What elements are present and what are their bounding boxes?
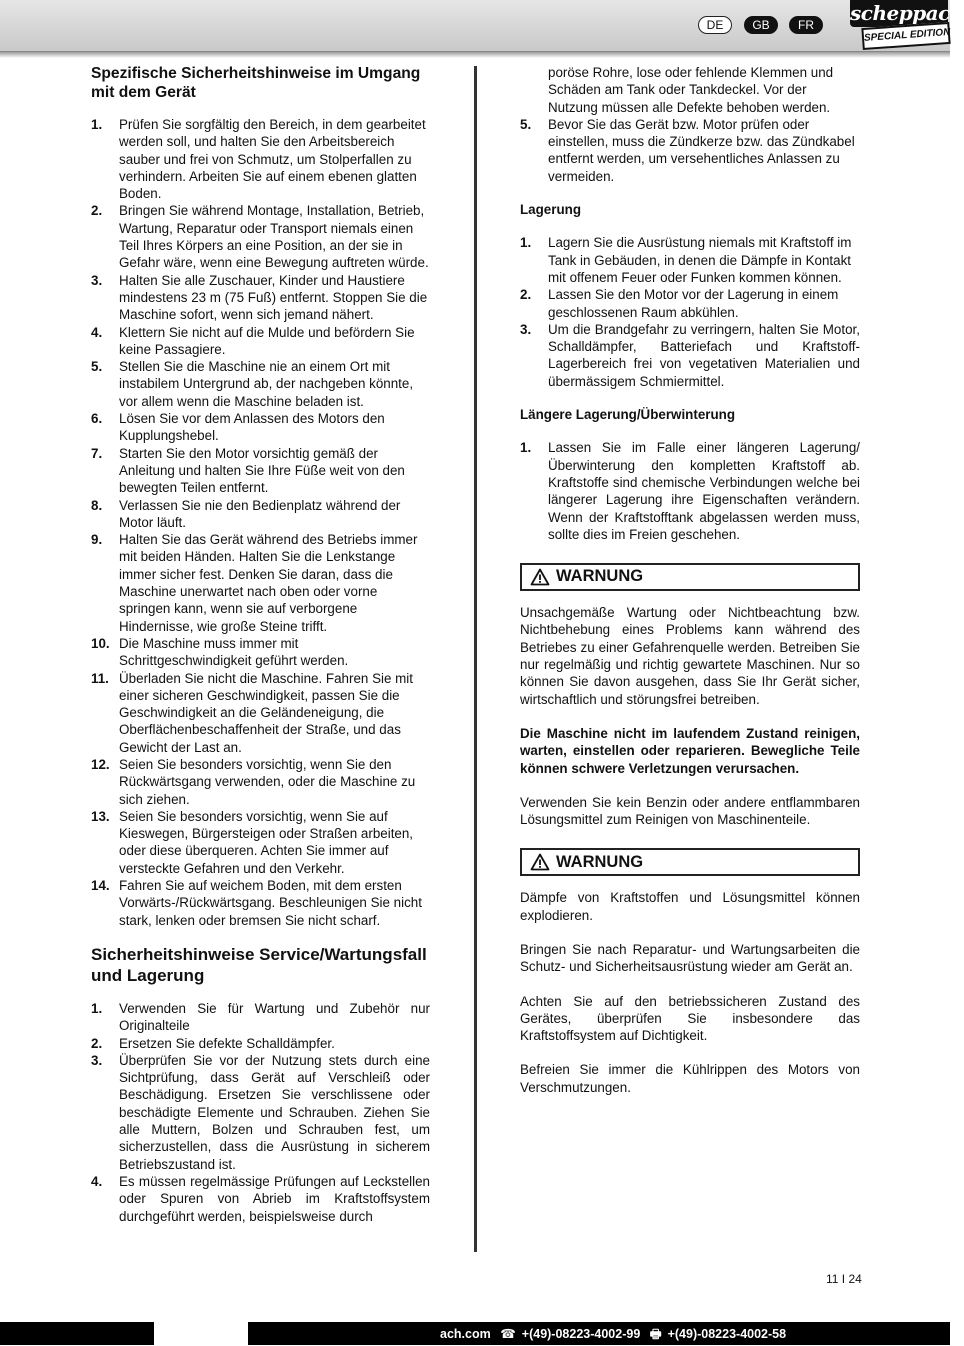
warning-bold-text: Die Maschine nicht im laufendem Zustand reinigen, warten, einstellen oder reparieren. Bewegliche Teile können schwere Verletzungen verursachen. (520, 725, 860, 776)
service-safety-list (91, 1000, 430, 1225)
service-safety-list-continued (520, 116, 860, 185)
warning-label: WARNUNG (556, 852, 644, 871)
list-item: 9. Halten Sie das Gerät während des Betriebs immer mit beiden Händen. Halten Sie die Lenkstange immer sicher fest. Denken Sie daran, dass die Maschine unerwartet nach oben oder vorne springen kann, wenn sie auf verborgene Hindernisse, wie große Steine trifft. (91, 532, 418, 634)
right-column (520, 64, 860, 1113)
section-title-long-storage: Längere Lagerung/Überwinterung (520, 407, 736, 423)
list-item: 3. Halten Sie alle Zuschauer, Kinder und Haustiere mindestens 23 m (75 Fuß) entfernt. Stoppen Sie die Maschine sofort, wenn sich jemand nähert. (91, 272, 428, 323)
warning-triangle-icon (530, 853, 550, 871)
warning-text: Bringen Sie nach Reparatur- und Wartungsarbeiten die Schutz- und Sicherheitsausrüstung wieder am Gerät an. (520, 941, 860, 975)
list-item: 13. Seien Sie besonders vorsichtig, wenn Sie auf Kieswegen, Bürgersteigen oder Straßen arbeiten, oder diese überqueren. Achten Sie immer auf versteckte Gefahren und den Verkehr. (91, 808, 414, 876)
list-item-continued: poröse Rohre, lose oder fehlende Klemmen und Schäden am Tank oder Tankdeckel. Vor der Nutzung müssen alle Defekte behoben werden. (548, 65, 834, 115)
specific-safety-list (91, 116, 430, 929)
list-item: 10. Die Maschine muss immer mit Schrittgeschwindigkeit geführt werden. (91, 635, 349, 669)
list-item: 8. Verlassen Sie nie den Bedienplatz während der Motor läuft. (91, 497, 401, 530)
storage-list (520, 234, 860, 390)
warning-text: Befreien Sie immer die Kühlrippen des Motors von Verschmutzungen. (520, 1062, 860, 1095)
list-item: 3. Überprüfen Sie vor der Nutzung stets durch eine Sichtprüfung, dass Gerät auf Verschleiß oder Beschädigung. Ersetzen Sie verschlissene oder beschädigte Elemente und Schrauben. Ziehen Sie alle Muttern, Bolzen und Schrauben fest, um sicherzustellen, dass die Ausrüstung in sicherem Betriebszustand ist. (91, 1052, 430, 1172)
list-item: 4. Klettern Sie nicht auf die Mulde und befördern Sie keine Passagiere. (91, 324, 415, 357)
warning-text: Unsachgemäße Wartung oder Nichtbeachtung bzw. Nichtbehebung eines Problems kann während des Betriebes zu einer Gefahrenquelle werden. Betreiben Sie nur regelmäßig und richtig gewartete Maschinen. Nur so können Sie davon ausgehen, dass Sie Ihr Gerät sicher, wirtschaftlich und störungsfrei betreiben. (520, 605, 860, 707)
header-shadow (0, 52, 950, 58)
logo-edition: SPECIAL EDITION (861, 22, 950, 50)
footer-fax: +(49)-08223-4002-58 (667, 1327, 787, 1341)
list-item: 1. Verwenden Sie für Wartung und Zubehör nur Originalteile (91, 1000, 430, 1034)
warning-box (520, 563, 860, 591)
left-column (91, 64, 430, 1225)
warning-text: Achten Sie auf den betriebssicheren Zustand des Gerätes, überprüfen Sie insbesondere das Kraftstoffsystem auf Dichtigkeit. (520, 993, 860, 1044)
warning-label: WARNUNG (556, 567, 644, 586)
section-title-service-storage: Sicherheitshinweise Service/Wartungsfall und Lagerung (91, 944, 427, 985)
column-divider (474, 66, 477, 1252)
list-item: 14. Fahren Sie auf weichem Boden, mit dem ersten Vorwärts-/Rückwärtsgang. Beschleunigen Sie nicht stark, lenken oder bremsen Sie nicht scharf. (91, 878, 422, 928)
long-storage-list (520, 439, 860, 543)
brand-logo (848, 0, 964, 50)
warning-text: Verwenden Sie kein Benzin oder andere entflammbaren Lösungsmittel zum Reinigen von Maschinenteile. (520, 794, 860, 828)
footer-gap (154, 1322, 248, 1345)
footer-contact (440, 1325, 792, 1346)
list-item: 1. Prüfen Sie sorgfältig den Bereich, in dem gearbeitet werden soll, und halten Sie den Arbeitsbereich sauber und frei von Schmutz, um Stolperfallen zu verhindern. Arbeiten Sie auf einem ebenen glatten Boden. (91, 117, 426, 202)
warning-triangle-icon (530, 568, 550, 586)
section-title-specific-safety: Spezifische Sicherheitshinweise im Umgang mit dem Gerät (91, 65, 421, 101)
list-item: 1. Lassen Sie im Falle einer längeren Lagerung/ Überwinterung den kompletten Kraftstoff ab. Kraftstoffe sind chemische Verbindungen welche bei längerer Lagerung ihre Eigenschaften verändern. Wenn der Kraftstofftank abgelassen werden muss, sollte dies im Freien geschehen. (520, 440, 860, 542)
warning-box (520, 848, 860, 876)
list-item: 7. Starten Sie den Motor vorsichtig gemäß der Anleitung und halten Sie Ihre Füße weit von den bewegten Teilen entfernt. (91, 445, 405, 496)
footer-phone: +(49)-08223-4002-99 (521, 1327, 641, 1341)
section-title-storage: Lagerung (520, 202, 582, 218)
fax-icon: 🖶 (649, 1327, 662, 1341)
list-item: 5. Stellen Sie die Maschine nie an einem Ort mit instabilem Untergrund ab, der nachgeben könnte, vor allem wenn die Maschine beladen ist. (91, 359, 414, 409)
footer-website[interactable]: ach.com (440, 1327, 491, 1341)
list-item: 3. Um die Brandgefahr zu verringern, halten Sie Motor, Schalldämpfer, Batteriefach und Kraftstoff-Lagerbereich frei von vegetativen Materialien und übermässigem Schmiermittel. (520, 321, 860, 389)
warning-text: Dämpfe von Kraftstoffen und Lösungsmittel können explodieren. (520, 890, 860, 923)
list-item: 2. Ersetzen Sie defekte Schalldämpfer. (91, 1035, 335, 1051)
phone-icon: ☎ (500, 1327, 516, 1341)
list-item: 5. Bevor Sie das Gerät bzw. Motor prüfen oder einstellen, muss die Zündkerze bzw. das Zündkabel entfernt werden, um versehentliches Anlassen zu vermeiden. (520, 116, 855, 184)
language-badge-fr[interactable]: FR (789, 16, 823, 34)
logo-brand-name: scheppach (850, 1, 964, 25)
list-item: 1. Lagern Sie die Ausrüstung niemals mit Kraftstoff im Tank in Gebäuden, in denen die Dämpfe in Kontakt mit offenem Feuer oder Funken kommen können. (520, 235, 852, 285)
language-badge-de[interactable]: DE (698, 16, 732, 34)
list-item: 6. Lösen Sie vor dem Anlassen des Motors den Kupplungshebel. (91, 411, 385, 444)
list-item: 11. Überladen Sie nicht die Maschine. Fahren Sie mit einer sicheren Geschwindigkeit, passen Sie die Geschwindigkeit an die Geländeneigung, die Oberflächenbeschaffenheit der Straße, und das Gewicht der Last an. (91, 670, 413, 755)
list-item: 2. Bringen Sie während Montage, Installation, Betrieb, Wartung, Reparatur oder Transport niemals einen Teil Ihres Körpers an eine Position, an der sie in Gefahr wäre, wenn eine Bewegung auftreten würde. (91, 203, 429, 271)
language-badge-gb[interactable]: GB (744, 16, 778, 34)
list-item: 2. Lassen Sie den Motor vor der Lagerung in einem geschlossenen Raum abkühlen. (520, 287, 839, 320)
list-item: 12. Seien Sie besonders vorsichtig, wenn Sie den Rückwärtsgang verwenden, oder die Maschine zu sich ziehen. (91, 756, 416, 807)
list-item: 4. Es müssen regelmässige Prüfungen auf Leckstellen oder Spuren von Abrieb im Kraftstoffsystem durchgeführt werden, beispielsweise durch (91, 1173, 430, 1224)
page-number: 11 I 24 (826, 1272, 862, 1286)
